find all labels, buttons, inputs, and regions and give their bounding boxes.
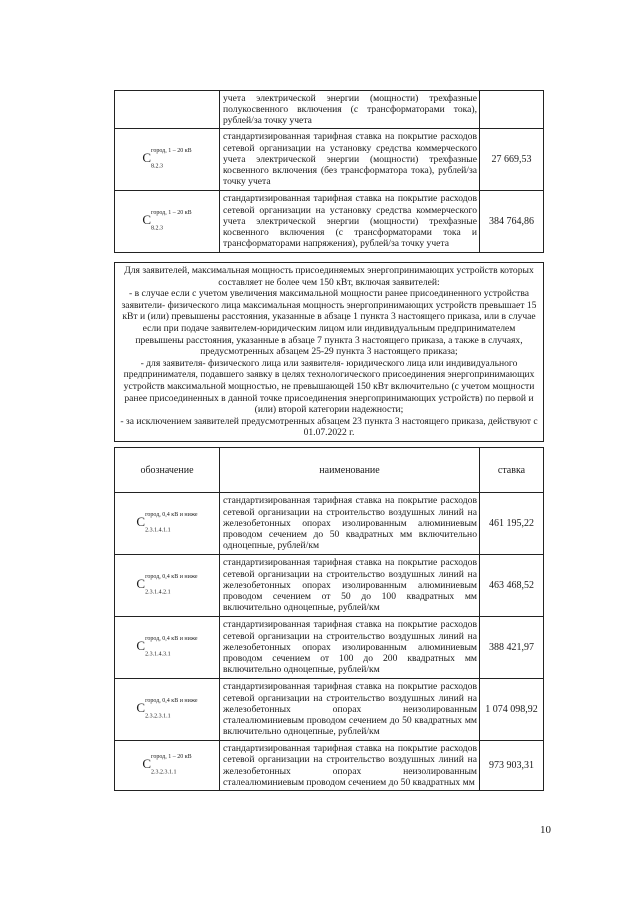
conditions-item: - в случае если с учетом увеличения максимальной мощности ранее присоединенного устройства заявители- физического лица максимальная мощность энергопринимающих устройств превышает 15 кВт и (или) превышены расстояния, указанные в абзаце 1 пункта 3 настоящего приказа, или в случае если при подаче заявителем-юридическим лицом или индивидуальным предпринимателем превышены расстояния, указанные в абзаце 7 пункта 3 настоящего приказа, а также в случаях, предусмотренных абзацем 25-29 пункта 3 настоящего приказа; bbox=[121, 288, 537, 358]
name-cell: стандартизированная тарифная ставка на покрытие расходов сетевой организации на установку средства коммерческого учета электрической энергии (мощности) трехфазные косвенного включения (с трансформаторами тока и трансформаторами напряжения), рублей/за точку учета bbox=[220, 191, 480, 253]
tariff-symbol: $C^{город, 1 - 20 кВ}$ $_{8.2.3}$ bbox=[142, 148, 192, 170]
name-cell: стандартизированная тарифная ставка на покрытие расходов сетевой организации на строительство воздушных линий на железобетонных опорах неизолированным сталеалюминиевым проводом сечением до 50 квадратных мм bbox=[220, 741, 480, 791]
conditions-item: - для заявителя- физического лица или заявителя- юридического лица или индивидуального предпринимателя, подавшего заявку в целях технологического присоединения энергопринимающих устройств максимальной мощностью, не превышающей 150 кВт включительно (с учетом мощности ранее присоединенных в данной точке присоединения энергопринимающих устройств) по первой и (или) второй категории надежности; bbox=[123, 357, 535, 416]
page-number: 10 bbox=[540, 824, 551, 836]
symbol-cell bbox=[115, 91, 220, 129]
name-cell: стандартизированная тарифная ставка на покрытие расходов сетевой организации на строительство воздушных линий на железобетонных опорах изолированным алюминиевым проводом сечением от 50 до 100 квадратных мм включительно одноцепные, рублей/км bbox=[220, 555, 480, 617]
tariff-symbol: $C^{город, 0,4 кВ и ниже}$ $_{2.3.1.4.3.1}$ bbox=[136, 636, 198, 658]
table-row bbox=[115, 741, 544, 791]
name-cell: стандартизированная тарифная ставка на покрытие расходов сетевой организации на установку средства коммерческого учета электрической энергии (мощности) трехфазные косвенного включения (без трансформатора тока), рублей/за точку учета bbox=[220, 129, 480, 191]
rate-cell: 463 468,52 bbox=[480, 555, 544, 617]
symbol-cell bbox=[115, 493, 220, 555]
conditions-block bbox=[114, 262, 544, 442]
rate-cell: 388 421,97 bbox=[480, 617, 544, 679]
header-name: наименование bbox=[220, 448, 480, 493]
rate-cell: 27 669,53 bbox=[480, 129, 544, 191]
table-row bbox=[115, 493, 544, 555]
symbol-cell bbox=[115, 679, 220, 741]
table-row bbox=[115, 91, 544, 129]
rate-cell: 461 195,22 bbox=[480, 493, 544, 555]
name-cell: стандартизированная тарифная ставка на покрытие расходов сетевой организации на строительство воздушных линий на железобетонных опорах неизолированным сталеалюминиевым проводом сечением до 50 квадратных мм включительно одноцепные, рублей/км bbox=[220, 679, 480, 741]
name-cell: учета электрической энергии (мощности) трехфазные полукосвенного включения (с трансформаторами тока), рублей/за точку учета bbox=[220, 91, 480, 129]
tariff-symbol: $C^{город, 0,4 кВ и ниже}$ $_{2.3.2.3.1.1}$ bbox=[136, 698, 198, 720]
table-header bbox=[115, 448, 544, 493]
name-cell: стандартизированная тарифная ставка на покрытие расходов сетевой организации на строительство воздушных линий на железобетонных опорах изолированным алюминиевым проводом сечением от 100 до 200 квадратных мм включительно одноцепные, рублей/км bbox=[220, 617, 480, 679]
tariff-table bbox=[114, 447, 544, 791]
header-designation: обозначение bbox=[115, 448, 220, 493]
conditions-item: - за исключением заявителей предусмотренных абзацем 23 пункта 3 настоящего приказа, действуют с 01.07.2022 г. bbox=[120, 415, 538, 439]
tariff-symbol: $C^{город, 0,4 кВ и ниже}$ $_{2.3.1.4.1.1}$ bbox=[136, 512, 198, 534]
rate-cell: 384 764,86 bbox=[480, 191, 544, 253]
table-row bbox=[115, 555, 544, 617]
conditions-intro: Для заявителей, максимальная мощность присоединяемых энергопринимающих устройств которых составляет не более чем 150 кВт, включая заявителей: bbox=[124, 265, 534, 288]
symbol-cell bbox=[115, 129, 220, 191]
rate-cell: 1 074 098,92 bbox=[480, 679, 544, 741]
rate-cell: 973 903,31 bbox=[480, 741, 544, 791]
table-row bbox=[115, 191, 544, 253]
symbol-cell bbox=[115, 617, 220, 679]
tariff-symbol: $C^{город, 1 - 20 кВ}$ $_{2.3.2.3.1.1}$ bbox=[142, 754, 192, 776]
name-cell: стандартизированная тарифная ставка на покрытие расходов сетевой организации на строительство воздушных линий на железобетонных опорах изолированным алюминиевым проводом сечением до 50 квадратных мм включительно одноцепные, рублей/км bbox=[220, 493, 480, 555]
symbol-cell bbox=[115, 191, 220, 253]
table-row bbox=[115, 129, 544, 191]
tariff-symbol: $C^{город, 1 - 20 кВ}$ $_{8.2.3}$ bbox=[142, 210, 192, 232]
rate-cell bbox=[480, 91, 544, 129]
table-row bbox=[115, 617, 544, 679]
symbol-cell bbox=[115, 741, 220, 791]
tariff-table-top bbox=[114, 90, 544, 253]
header-rate: ставка bbox=[480, 448, 544, 493]
tariff-symbol: $C^{город, 0,4 кВ и ниже}$ $_{2.3.1.4.2.1}$ bbox=[136, 574, 198, 596]
symbol-cell bbox=[115, 555, 220, 617]
table-row bbox=[115, 679, 544, 741]
